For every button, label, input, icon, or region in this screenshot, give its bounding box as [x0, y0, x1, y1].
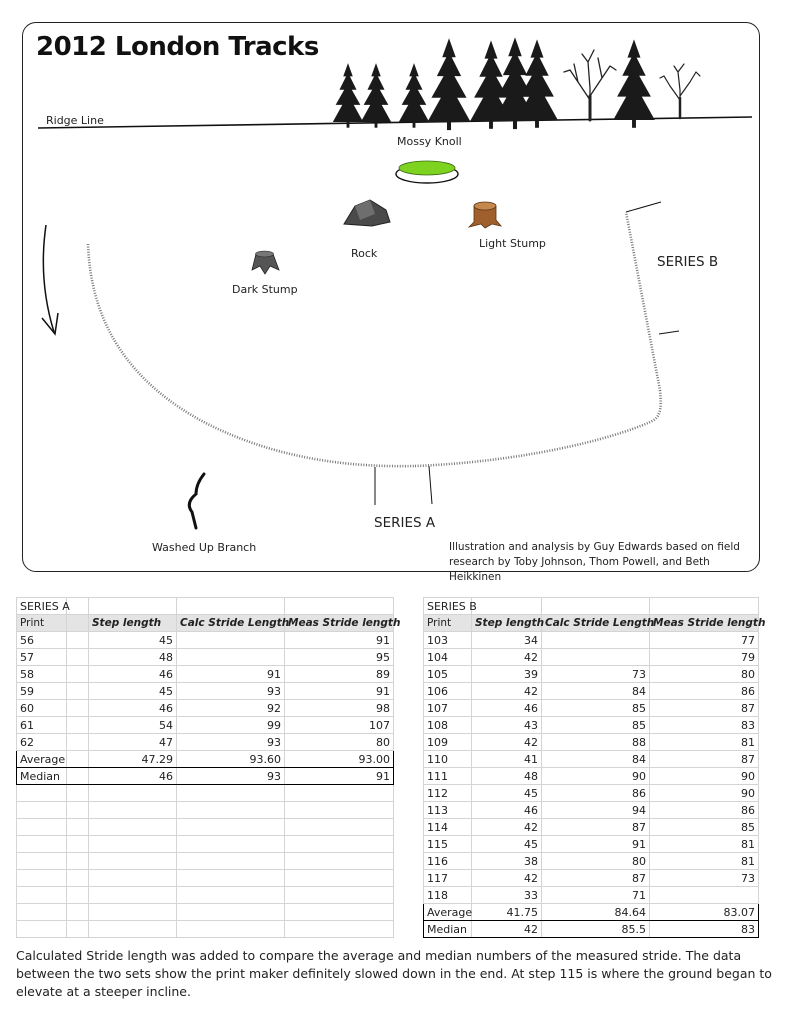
table-cell	[89, 598, 177, 615]
table-cell: 81	[650, 836, 759, 853]
analysis-footnote: Calculated Stride length was added to compare the average and median numbers of the measured stride. The data between the two sets show the print maker definitely slowed down in the end. At step 115 is where the ground began to elevate at a steeper incline.	[16, 948, 772, 999]
table-cell	[67, 649, 89, 666]
direction-arrow	[42, 225, 58, 334]
ridge-line-label: Ridge Line	[46, 114, 104, 127]
table-cell	[67, 734, 89, 751]
table-row	[424, 734, 759, 751]
table-row	[424, 649, 759, 666]
series-b-track	[415, 212, 661, 466]
table-cell: 45	[472, 836, 542, 853]
table-cell	[17, 853, 67, 870]
table-cell	[285, 853, 394, 870]
table-cell	[67, 666, 89, 683]
table-cell: 34	[472, 632, 542, 649]
table-cell: 89	[285, 666, 394, 683]
table-cell	[17, 904, 67, 921]
table-cell	[89, 921, 177, 938]
table-cell	[17, 819, 67, 836]
table-cell: Average	[424, 904, 472, 921]
credit-text: Illustration and analysis by Guy Edwards based on field research by Toby Johnson, Thom Powell, and Beth Heikkinen	[449, 541, 740, 583]
table-cell	[67, 615, 89, 632]
table-cell: 42	[472, 870, 542, 887]
table-cell: 91	[285, 683, 394, 700]
table-row	[424, 683, 759, 700]
table-cell: 86	[542, 785, 650, 802]
table-cell: 80	[542, 853, 650, 870]
table-row	[17, 683, 394, 700]
table-row	[424, 836, 759, 853]
table-cell: 45	[472, 785, 542, 802]
table-cell	[67, 802, 89, 819]
table-cell	[542, 632, 650, 649]
table-row	[424, 802, 759, 819]
table-cell	[177, 649, 285, 666]
table-cell: 90	[542, 768, 650, 785]
table-cell: 107	[285, 717, 394, 734]
table-cell: SERIES B	[424, 598, 472, 615]
table-cell	[177, 598, 285, 615]
series-a-label: SERIES A	[374, 515, 436, 531]
table-row	[424, 853, 759, 870]
table-cell: 116	[424, 853, 472, 870]
table-cell: 56	[17, 632, 67, 649]
series-a-track	[88, 244, 415, 466]
table-cell	[17, 836, 67, 853]
table-cell: Print	[17, 615, 67, 632]
rock-label: Rock	[351, 247, 378, 260]
table-cell: 93	[177, 734, 285, 751]
table-cell: 92	[177, 700, 285, 717]
table-cell: 42	[472, 649, 542, 666]
table-cell: 93	[177, 683, 285, 700]
table-cell: 42	[472, 734, 542, 751]
table-cell: 43	[472, 717, 542, 734]
table-title-row	[424, 598, 759, 615]
table-cell: 62	[17, 734, 67, 751]
table-cell	[177, 904, 285, 921]
table-cell: Average	[17, 751, 67, 768]
table-cell: 81	[650, 734, 759, 751]
table-row	[424, 700, 759, 717]
table-cell: 94	[542, 802, 650, 819]
series-b-table	[423, 597, 766, 938]
table-cell: 105	[424, 666, 472, 683]
table-cell: 112	[424, 785, 472, 802]
table-cell	[285, 598, 394, 615]
table-cell: 38	[472, 853, 542, 870]
table-cell: 42	[472, 921, 542, 938]
mossy-knoll-label: Mossy Knoll	[397, 135, 462, 148]
table-cell: 39	[472, 666, 542, 683]
table-cell: 73	[650, 870, 759, 887]
table-cell	[67, 921, 89, 938]
table-cell	[67, 819, 89, 836]
mossy-knoll-shape	[396, 161, 458, 183]
table-row	[424, 785, 759, 802]
median-row	[17, 768, 394, 785]
table-cell: Median	[424, 921, 472, 938]
empty-row	[17, 836, 394, 853]
table-cell: 54	[89, 717, 177, 734]
table-cell: Calc Stride Length	[542, 615, 650, 632]
table-cell	[285, 904, 394, 921]
washed-up-branch-shape	[189, 474, 204, 528]
table-cell: 84.64	[542, 904, 650, 921]
table-cell: 114	[424, 819, 472, 836]
table-cell: 83	[650, 717, 759, 734]
table-row	[424, 768, 759, 785]
table-cell: 99	[177, 717, 285, 734]
table-cell: 61	[17, 717, 67, 734]
table-cell: 60	[17, 700, 67, 717]
table-cell: 117	[424, 870, 472, 887]
table-cell: Meas Stride length	[650, 615, 759, 632]
table-cell	[177, 921, 285, 938]
empty-row	[17, 904, 394, 921]
table-cell: 46	[472, 700, 542, 717]
table-cell: 104	[424, 649, 472, 666]
table-cell	[67, 700, 89, 717]
table-cell: 93.60	[177, 751, 285, 768]
table-row	[17, 649, 394, 666]
table-cell: 95	[285, 649, 394, 666]
table-cell: 86	[650, 683, 759, 700]
table-cell: 87	[650, 751, 759, 768]
table-cell: 41	[472, 751, 542, 768]
table-cell: 91	[285, 768, 394, 785]
table-cell	[89, 870, 177, 887]
table-cell	[67, 887, 89, 904]
table-header-row	[424, 615, 759, 632]
table-cell: 59	[17, 683, 67, 700]
table-row	[424, 666, 759, 683]
series-b-label: SERIES B	[657, 254, 719, 270]
table-cell: 46	[89, 666, 177, 683]
table-cell: 93.00	[285, 751, 394, 768]
table-cell: 80	[285, 734, 394, 751]
table-cell: 58	[17, 666, 67, 683]
table-cell: 90	[650, 768, 759, 785]
table-cell: 91	[542, 836, 650, 853]
table-cell	[67, 904, 89, 921]
table-row	[424, 632, 759, 649]
table-cell: 93	[177, 768, 285, 785]
table-cell: 79	[650, 649, 759, 666]
table-cell: 47	[89, 734, 177, 751]
table-cell	[650, 887, 759, 904]
table-cell	[89, 853, 177, 870]
light-stump-label: Light Stump	[479, 237, 546, 250]
table-cell	[67, 785, 89, 802]
table-cell: 88	[542, 734, 650, 751]
table-cell: 87	[650, 700, 759, 717]
light-stump-shape	[469, 202, 501, 228]
table-cell	[89, 904, 177, 921]
table-row	[424, 870, 759, 887]
table-cell	[285, 870, 394, 887]
table-cell: Step length	[472, 615, 542, 632]
average-row	[17, 751, 394, 768]
table-cell: 48	[89, 649, 177, 666]
table-cell: 45	[89, 632, 177, 649]
table-cell: Meas Stride length	[285, 615, 394, 632]
table-cell	[67, 853, 89, 870]
table-header-row	[17, 615, 394, 632]
table-cell	[285, 921, 394, 938]
series-a-markers	[375, 466, 432, 505]
table-cell: 73	[542, 666, 650, 683]
table-cell: 84	[542, 683, 650, 700]
table-cell	[17, 887, 67, 904]
table-cell	[285, 819, 394, 836]
empty-row	[17, 853, 394, 870]
table-cell: 42	[472, 683, 542, 700]
table-cell	[542, 598, 650, 615]
table-cell	[17, 785, 67, 802]
table-cell: 77	[650, 632, 759, 649]
table-cell: 115	[424, 836, 472, 853]
table-cell: 91	[285, 632, 394, 649]
table-cell: SERIES A	[17, 598, 67, 615]
empty-row	[17, 887, 394, 904]
dark-stump-shape	[252, 251, 279, 274]
table-cell: 106	[424, 683, 472, 700]
table-cell	[177, 819, 285, 836]
table-cell	[650, 598, 759, 615]
table-cell: 42	[472, 819, 542, 836]
table-cell: 41.75	[472, 904, 542, 921]
table-cell: 86	[650, 802, 759, 819]
table-title-row	[17, 598, 394, 615]
table-cell	[89, 802, 177, 819]
table-cell: 111	[424, 768, 472, 785]
table-cell: 85.5	[542, 921, 650, 938]
empty-row	[17, 921, 394, 938]
table-cell: 85	[650, 819, 759, 836]
table-cell: 83.07	[650, 904, 759, 921]
table-cell: 71	[542, 887, 650, 904]
table-row	[17, 717, 394, 734]
table-cell: 48	[472, 768, 542, 785]
table-cell	[17, 870, 67, 887]
table-cell	[177, 785, 285, 802]
table-cell: Median	[17, 768, 67, 785]
table-cell: 46	[472, 802, 542, 819]
table-row	[424, 819, 759, 836]
table-cell: Print	[424, 615, 472, 632]
dark-stump-label: Dark Stump	[232, 283, 298, 296]
table-cell: 108	[424, 717, 472, 734]
table-cell	[67, 836, 89, 853]
table-cell	[67, 683, 89, 700]
table-cell	[17, 921, 67, 938]
table-row	[424, 751, 759, 768]
table-cell: 33	[472, 887, 542, 904]
table-cell	[89, 819, 177, 836]
table-cell	[472, 598, 542, 615]
median-row	[424, 921, 759, 938]
table-cell: Calc Stride Length	[177, 615, 285, 632]
table-cell: 87	[542, 819, 650, 836]
table-cell: 113	[424, 802, 472, 819]
table-cell	[285, 887, 394, 904]
table-cell	[67, 632, 89, 649]
table-cell	[67, 751, 89, 768]
rock-shape	[344, 200, 390, 226]
table-cell: 85	[542, 717, 650, 734]
table-cell: 45	[89, 683, 177, 700]
table-cell	[177, 870, 285, 887]
table-cell: 110	[424, 751, 472, 768]
table-cell	[67, 768, 89, 785]
table-cell	[177, 802, 285, 819]
table-cell	[89, 887, 177, 904]
table-cell: 87	[542, 870, 650, 887]
table-cell	[285, 836, 394, 853]
table-cell: 98	[285, 700, 394, 717]
empty-row	[17, 870, 394, 887]
table-cell: 83	[650, 921, 759, 938]
tree-line	[333, 37, 655, 130]
table-row	[17, 734, 394, 751]
table-row	[424, 717, 759, 734]
table-cell	[89, 785, 177, 802]
series-a-table	[16, 597, 401, 938]
average-row	[424, 904, 759, 921]
table-cell	[177, 887, 285, 904]
table-cell: Step length	[89, 615, 177, 632]
table-cell: 81	[650, 853, 759, 870]
table-cell: 118	[424, 887, 472, 904]
table-cell	[177, 853, 285, 870]
table-row	[17, 700, 394, 717]
table-cell: 46	[89, 700, 177, 717]
table-cell: 57	[17, 649, 67, 666]
table-cell: 47.29	[89, 751, 177, 768]
table-cell: 90	[650, 785, 759, 802]
table-cell	[285, 802, 394, 819]
table-cell: 107	[424, 700, 472, 717]
table-cell: 84	[542, 751, 650, 768]
empty-row	[17, 802, 394, 819]
page-title: 2012 London Tracks	[36, 32, 319, 62]
table-cell: 85	[542, 700, 650, 717]
table-cell: 91	[177, 666, 285, 683]
table-cell: 103	[424, 632, 472, 649]
table-cell	[17, 802, 67, 819]
table-row	[424, 887, 759, 904]
table-cell	[67, 717, 89, 734]
table-cell	[177, 632, 285, 649]
table-cell	[89, 836, 177, 853]
table-cell	[542, 649, 650, 666]
table-cell: 80	[650, 666, 759, 683]
table-row	[17, 632, 394, 649]
empty-row	[17, 819, 394, 836]
table-cell	[177, 836, 285, 853]
washed-up-branch-label: Washed Up Branch	[152, 541, 257, 554]
table-cell	[67, 870, 89, 887]
table-row	[17, 666, 394, 683]
table-cell	[285, 785, 394, 802]
table-cell: 46	[89, 768, 177, 785]
table-cell: 109	[424, 734, 472, 751]
empty-row	[17, 785, 394, 802]
